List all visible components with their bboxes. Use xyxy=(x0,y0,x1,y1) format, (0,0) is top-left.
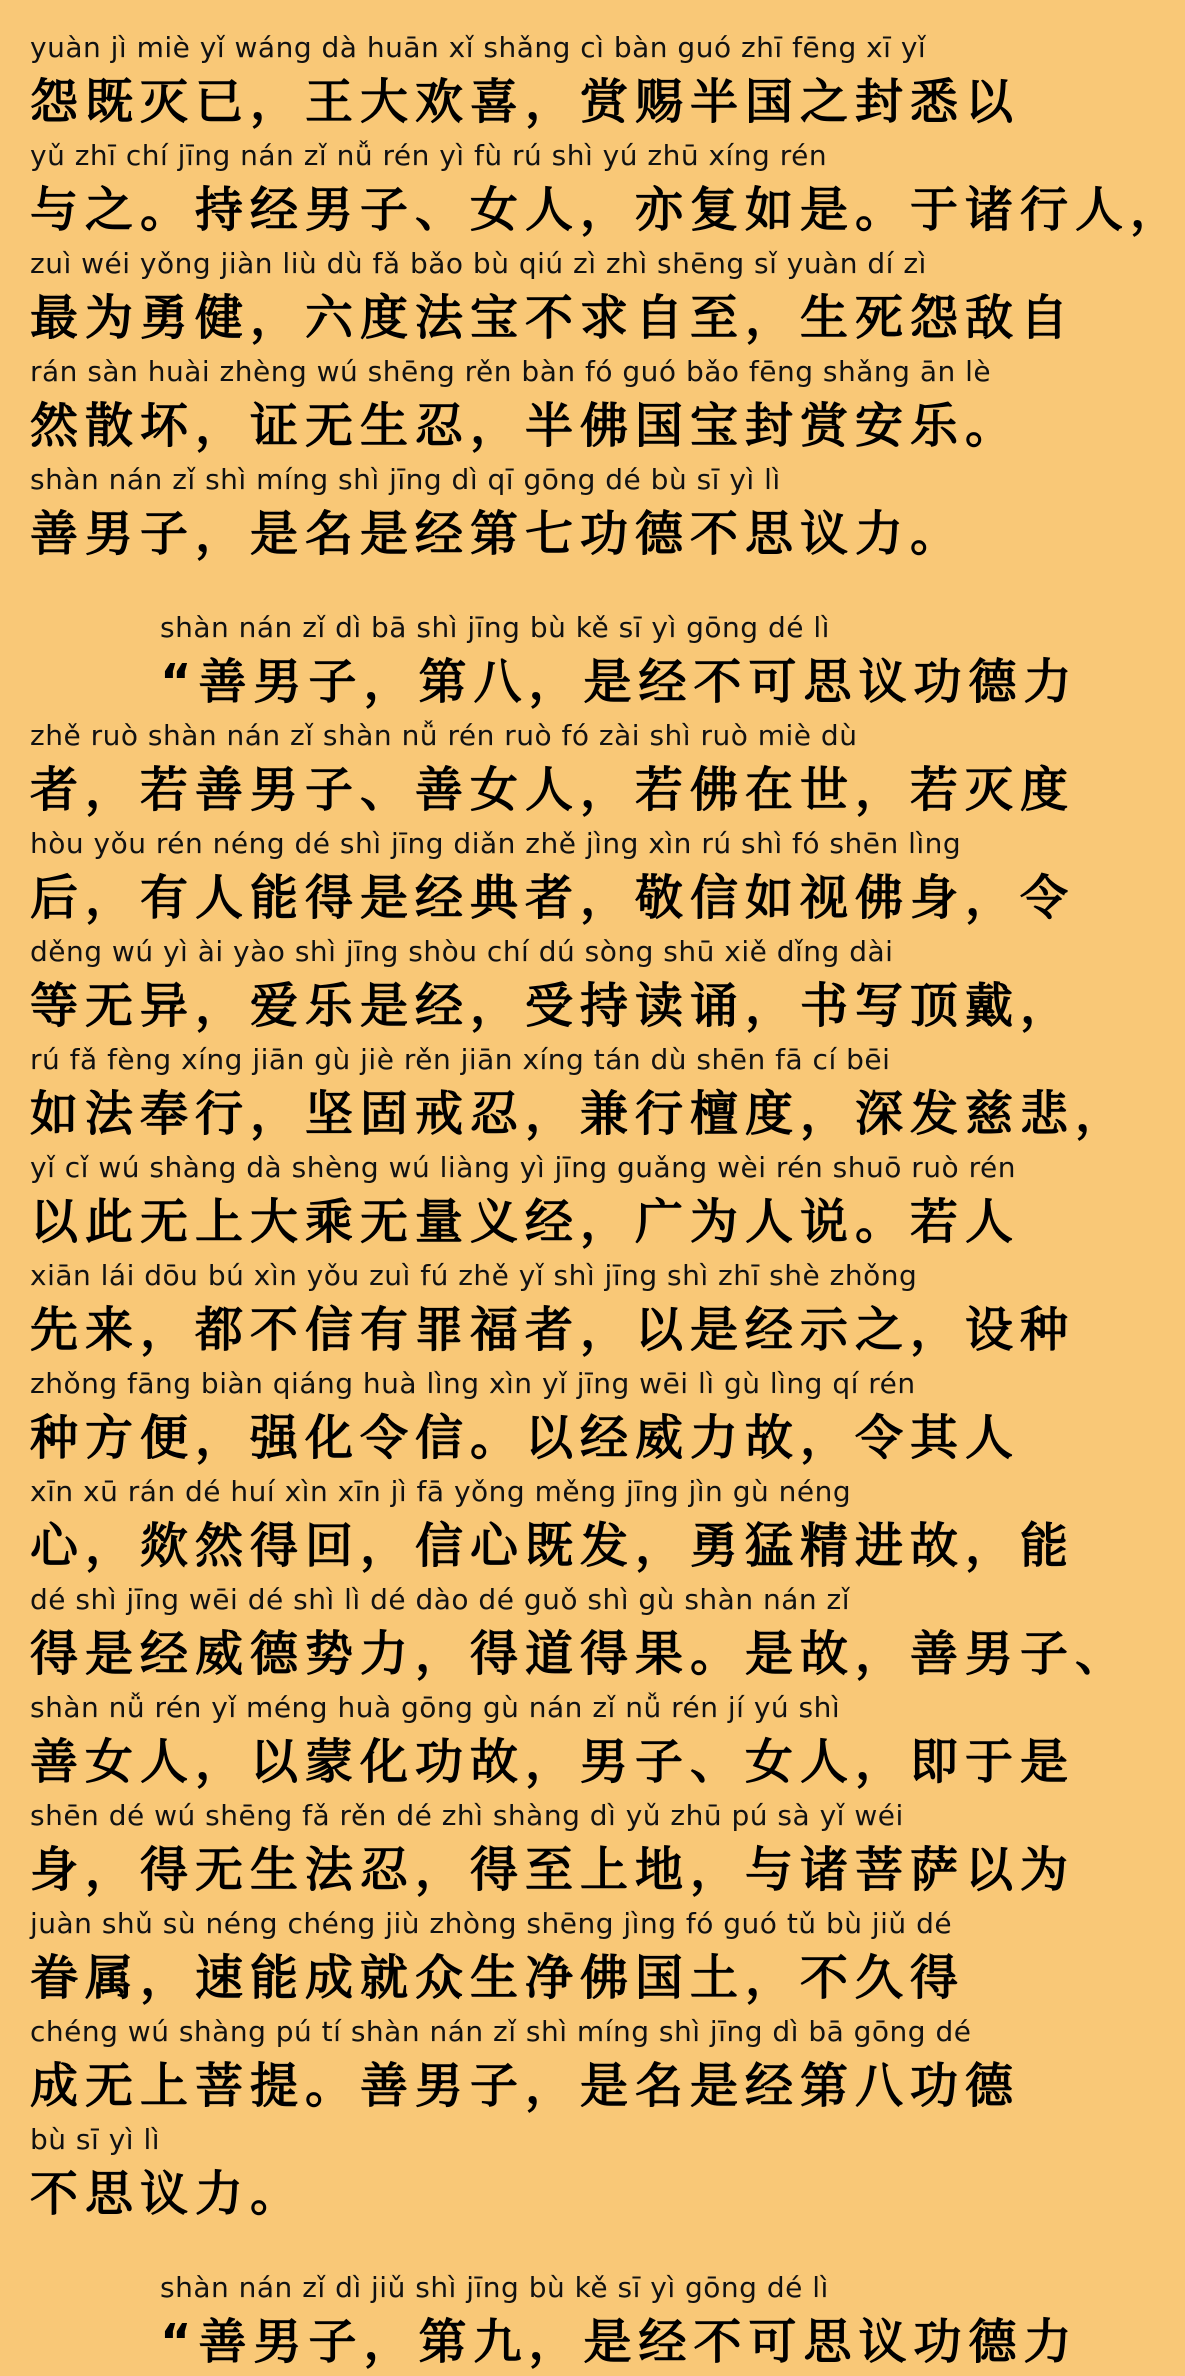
pinyin-annotation: shàn nán zǐ dì jiǔ shì jīng bù kě sī yì gōng dé lì xyxy=(160,2271,829,2304)
text-line xyxy=(30,1796,1076,1904)
text-line xyxy=(30,352,1058,460)
chinese-text: 身，得无生法忍，得至上地，与诸菩萨以为 xyxy=(30,1842,1076,1898)
text-line xyxy=(30,2120,1058,2228)
text-line xyxy=(30,824,1076,932)
pinyin-annotation: bù sī yì lì xyxy=(30,2123,160,2156)
chinese-text: 最为勇健，六度法宝不求自至，生死怨敌自 xyxy=(30,290,1076,346)
chinese-text: 善男子，是名是经第七功德不思议力。 xyxy=(30,506,966,562)
text-line xyxy=(30,28,1058,136)
pinyin-annotation: zhě ruò shàn nán zǐ shàn nǚ rén ruò fó zài shì ruò miè dù xyxy=(30,719,858,752)
text-line xyxy=(30,932,1076,1040)
chinese-text: 善女人，以蒙化功故，男子、女人，即于是 xyxy=(30,1734,1076,1790)
chinese-text: 等无异，爱乐是经，受持读诵，书写顶戴， xyxy=(30,978,1076,1034)
pinyin-annotation: zhǒng fāng biàn qiáng huà lìng xìn yǐ jīng wēi lì gù lìng qí rén xyxy=(30,1367,916,1400)
pinyin-annotation: juàn shǔ sù néng chéng jiù zhòng shēng jìng fó guó tǔ bù jiǔ dé xyxy=(30,1907,953,1940)
pinyin-annotation: xīn xū rán dé huí xìn xīn jì fā yǒng měng jīng jìn gù néng xyxy=(30,1475,852,1508)
text-line xyxy=(30,2268,1079,2376)
pinyin-annotation: shàn nǚ rén yǐ méng huà gōng gù nán zǐ nǚ rén jí yú shì xyxy=(30,1691,841,1724)
chinese-text: 眷属，速能成就众生净佛国土，不久得 xyxy=(30,1950,966,2006)
chinese-text: 先来，都不信有罪福者，以是经示之，设种 xyxy=(30,1302,1076,1358)
text-line xyxy=(30,1364,1058,1472)
pinyin-annotation: shàn nán zǐ shì míng shì jīng dì qī gōng dé bù sī yì lì xyxy=(30,463,781,496)
pinyin-annotation: hòu yǒu rén néng dé shì jīng diǎn zhě jìng xìn rú shì fó shēn lìng xyxy=(30,827,962,860)
chinese-text: 后，有人能得是经典者，敬信如视佛身，令 xyxy=(30,870,1076,926)
chinese-text: 如法奉行，坚固戒忍，兼行檀度，深发慈悲， xyxy=(30,1086,1131,1142)
chinese-text: 得是经威德势力，得道得果。是故，善男子、 xyxy=(30,1626,1131,1682)
text-line xyxy=(30,136,1185,244)
pinyin-annotation: xiān lái dōu bú xìn yǒu zuì fú zhě yǐ shì jīng shì zhī shè zhǒng xyxy=(30,1259,918,1292)
pinyin-annotation: yǔ zhī chí jīng nán zǐ nǚ rén yì fù rú shì yú zhū xíng rén xyxy=(30,139,828,172)
pinyin-annotation: zuì wéi yǒng jiàn liù dù fǎ bǎo bù qiú zì zhì shēng sǐ yuàn dí zì xyxy=(30,247,927,280)
pinyin-annotation: shàn nán zǐ dì bā shì jīng bù kě sī yì gōng dé lì xyxy=(160,611,830,644)
pinyin-annotation: rán sàn huài zhèng wú shēng rěn bàn fó guó bǎo fēng shǎng ān lè xyxy=(30,355,992,388)
chinese-text: 与之。持经男子、女人，亦复如是。于诸行人， xyxy=(30,182,1185,238)
text-line xyxy=(30,1040,1131,1148)
pinyin-annotation: yǐ cǐ wú shàng dà shèng wú liàng yì jīng guǎng wèi rén shuō ruò rén xyxy=(30,1151,1016,1184)
chinese-text: 种方便，强化令信。以经威力故，令其人 xyxy=(30,1410,1021,1466)
text-line xyxy=(30,1148,1058,1256)
chinese-text: 成无上菩提。善男子，是名是经第八功德 xyxy=(30,2058,1021,2114)
text-line xyxy=(30,716,1076,824)
chinese-text: 以此无上大乘无量义经，广为人说。若人 xyxy=(30,1194,1021,1250)
text-line xyxy=(30,1256,1076,1364)
text-line xyxy=(30,460,1058,568)
chinese-text: “善男子，第九，是经不可思议功德力 xyxy=(160,2314,1079,2370)
pinyin-annotation: dé shì jīng wēi dé shì lì dé dào dé guǒ shì gù shàn nán zǐ xyxy=(30,1583,850,1616)
chinese-text: 怨既灭已，王大欢喜，赏赐半国之封悉以 xyxy=(30,74,1021,130)
pinyin-annotation: yuàn jì miè yǐ wáng dà huān xǐ shǎng cì bàn guó zhī fēng xī yǐ xyxy=(30,31,927,64)
pinyin-annotation: rú fǎ fèng xíng jiān gù jiè rěn jiān xíng tán dù shēn fā cí bēi xyxy=(30,1043,891,1076)
chinese-text: 不思议力。 xyxy=(30,2166,306,2222)
text-line xyxy=(30,1580,1131,1688)
chinese-text: 者，若善男子、善女人，若佛在世，若灭度 xyxy=(30,762,1076,818)
text-line xyxy=(30,2012,1058,2120)
text-line xyxy=(30,1688,1076,1796)
pinyin-annotation: chéng wú shàng pú tí shàn nán zǐ shì míng shì jīng dì bā gōng dé xyxy=(30,2015,972,2048)
chinese-text: 心，欻然得回，信心既发，勇猛精进故，能 xyxy=(30,1518,1076,1574)
text-line xyxy=(30,1904,1058,2012)
pinyin-annotation: shēn dé wú shēng fǎ rěn dé zhì shàng dì yǔ zhū pú sà yǐ wéi xyxy=(30,1799,904,1832)
chinese-text: “善男子，第八，是经不可思议功德力 xyxy=(160,654,1079,710)
chinese-text: 然散坏，证无生忍，半佛国宝封赏安乐。 xyxy=(30,398,1021,454)
text-line xyxy=(30,608,1079,716)
text-line xyxy=(30,1472,1076,1580)
text-line xyxy=(30,244,1076,352)
pinyin-annotation: děng wú yì ài yào shì jīng shòu chí dú sòng shū xiě dǐng dài xyxy=(30,935,894,968)
